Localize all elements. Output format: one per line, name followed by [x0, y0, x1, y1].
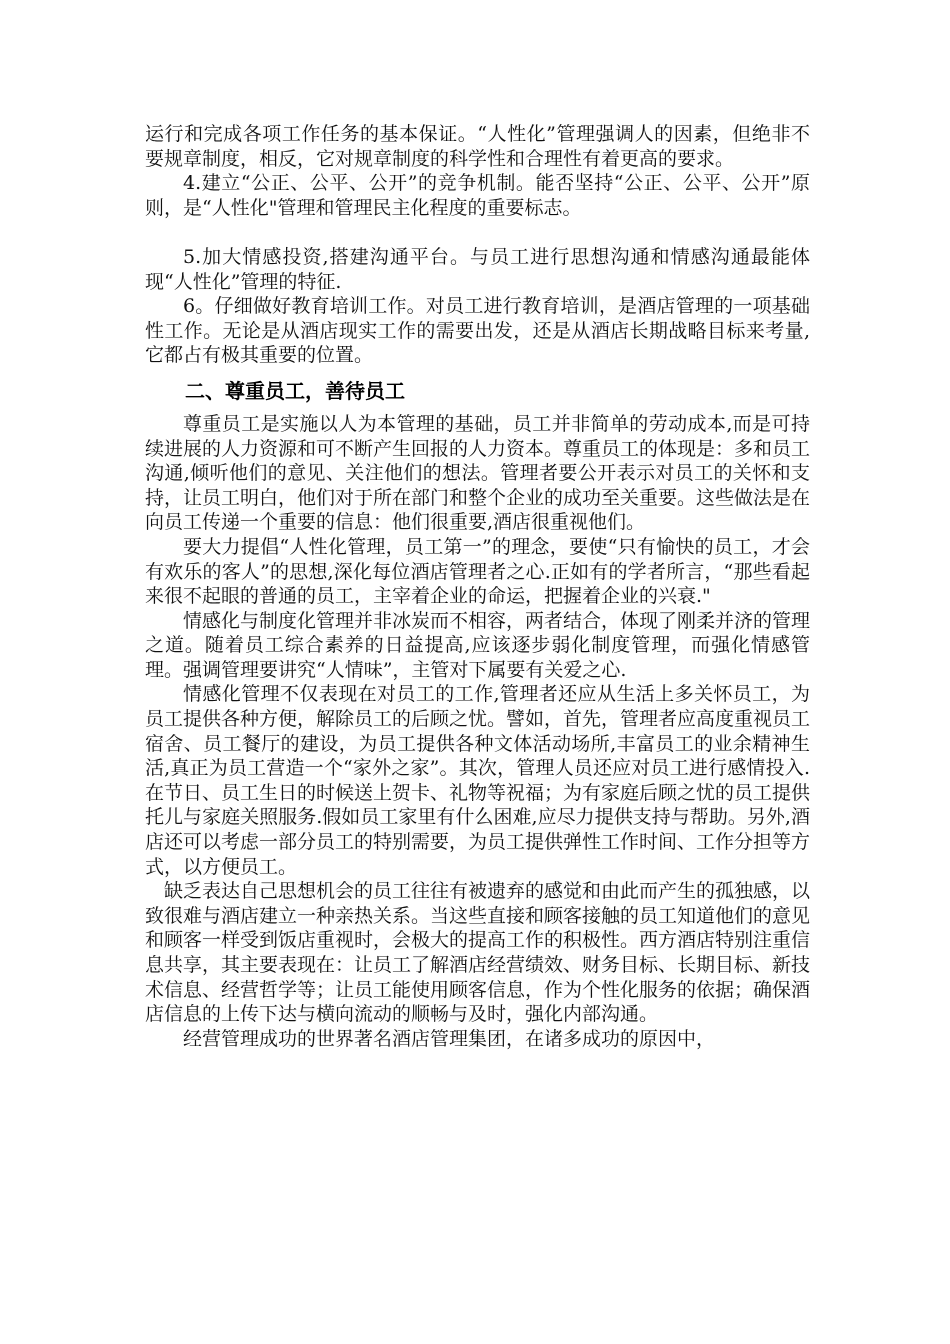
section-heading: 二、尊重员工，善待员工	[185, 378, 405, 403]
paragraph: 情感化管理不仅表现在对员工的工作,管理者还应从生活上多关怀员工，为员工提供各种方便，解除员工的后顾之忧。譬如，首先，管理者应高度重视员工宿舍、员工餐厅的建设，为员工提供各种文体活动场所,丰富员工的业余精神生活,真正为员工营造一个“家外之家”。其次，管理人员还应对员工进行感情投入.在节日、员工生日的时候送上贺卡、礼物等祝福；为有家庭后顾之忧的员工提供托儿与家庭关照服务.假如员工家里有什么困难,应尽力提供支持与帮助。另外,酒店还可以考虑一部分员工的特别需要，为员工提供弹性工作时间、工作分担等方式，以方便员工。	[145, 683, 811, 878]
paragraph: 缺乏表达自己思想机会的员工往往有被遗弃的感觉和由此而产生的孤独感，以致很难与酒店建立一种亲热关系。当这些直接和顾客接触的员工知道他们的意见和顾客一样受到饭店重视时，会极大的提高工作的积极性。西方酒店特别注重信息共享，其主要表现在：让员工了解酒店经营绩效、财务目标、长期目标、新技术信息、经营哲学等；让员工能使用顾客信息，作为个性化服务的依据；确保酒店信息的上传下达与横向流动的顺畅与及时，强化内部沟通。	[145, 880, 811, 1026]
document-body	[145, 122, 810, 1051]
paragraph-item-4: 4.建立“公正、公平、公开”的竞争机制。能否坚持“公正、公平、公开”原则，是“人性化"管理和管理民主化程度的重要标志。	[145, 172, 810, 219]
paragraph-item-5: 5.加大情感投资,搭建沟通平台。与员工进行思想沟通和情感沟通最能体现“人性化”管理的特征.	[145, 245, 810, 293]
paragraph-continuation: 运行和完成各项工作任务的基本保证。“人性化”管理强调人的因素，但绝非不要规章制度，相反，它对规章制度的科学性和合理性有着更高的要求。	[145, 123, 810, 170]
paragraph-item-6: 6。仔细做好教育培训工作。对员工进行教育培训，是酒店管理的一项基础性工作。无论是从酒店现实工作的需要出发，还是从酒店长期战略目标来考量,它都占有极其重要的位置。	[145, 295, 810, 367]
paragraph: 情感化与制度化管理并非冰炭而不相容，两者结合，体现了刚柔并济的管理之道。随着员工综合素养的日益提高,应该逐步弱化制度管理，而强化情感管理。强调管理要讲究“人情味”，主管对下属要有关爱之心.	[145, 609, 811, 681]
paragraph: 要大力提倡“人性化管理，员工第一”的理念，要使“只有愉快的员工，才会有欢乐的客人”的思想,深化每位酒店管理者之心.正如有的学者所言，“那些看起来很不起眼的普通的员工，主宰着企业的命运，把握着企业的兴衰."	[145, 535, 810, 608]
paragraph: 尊重员工是实施以人为本管理的基础，员工并非简单的劳动成本,而是可持续进展的人力资源和可不断产生回报的人力资本。尊重员工的体现是：多和员工沟通,倾听他们的意见、关注他们的想法。管理者要公开表示对员工的关怀和支持，让员工明白，他们对于所在部门和整个企业的成功至关重要。这些做法是在向员工传递一个重要的信息：他们很重要,酒店很重视他们。	[145, 412, 811, 534]
paragraph: 经营管理成功的世界著名酒店管理集团，在诸多成功的原因中，	[183, 1027, 716, 1050]
